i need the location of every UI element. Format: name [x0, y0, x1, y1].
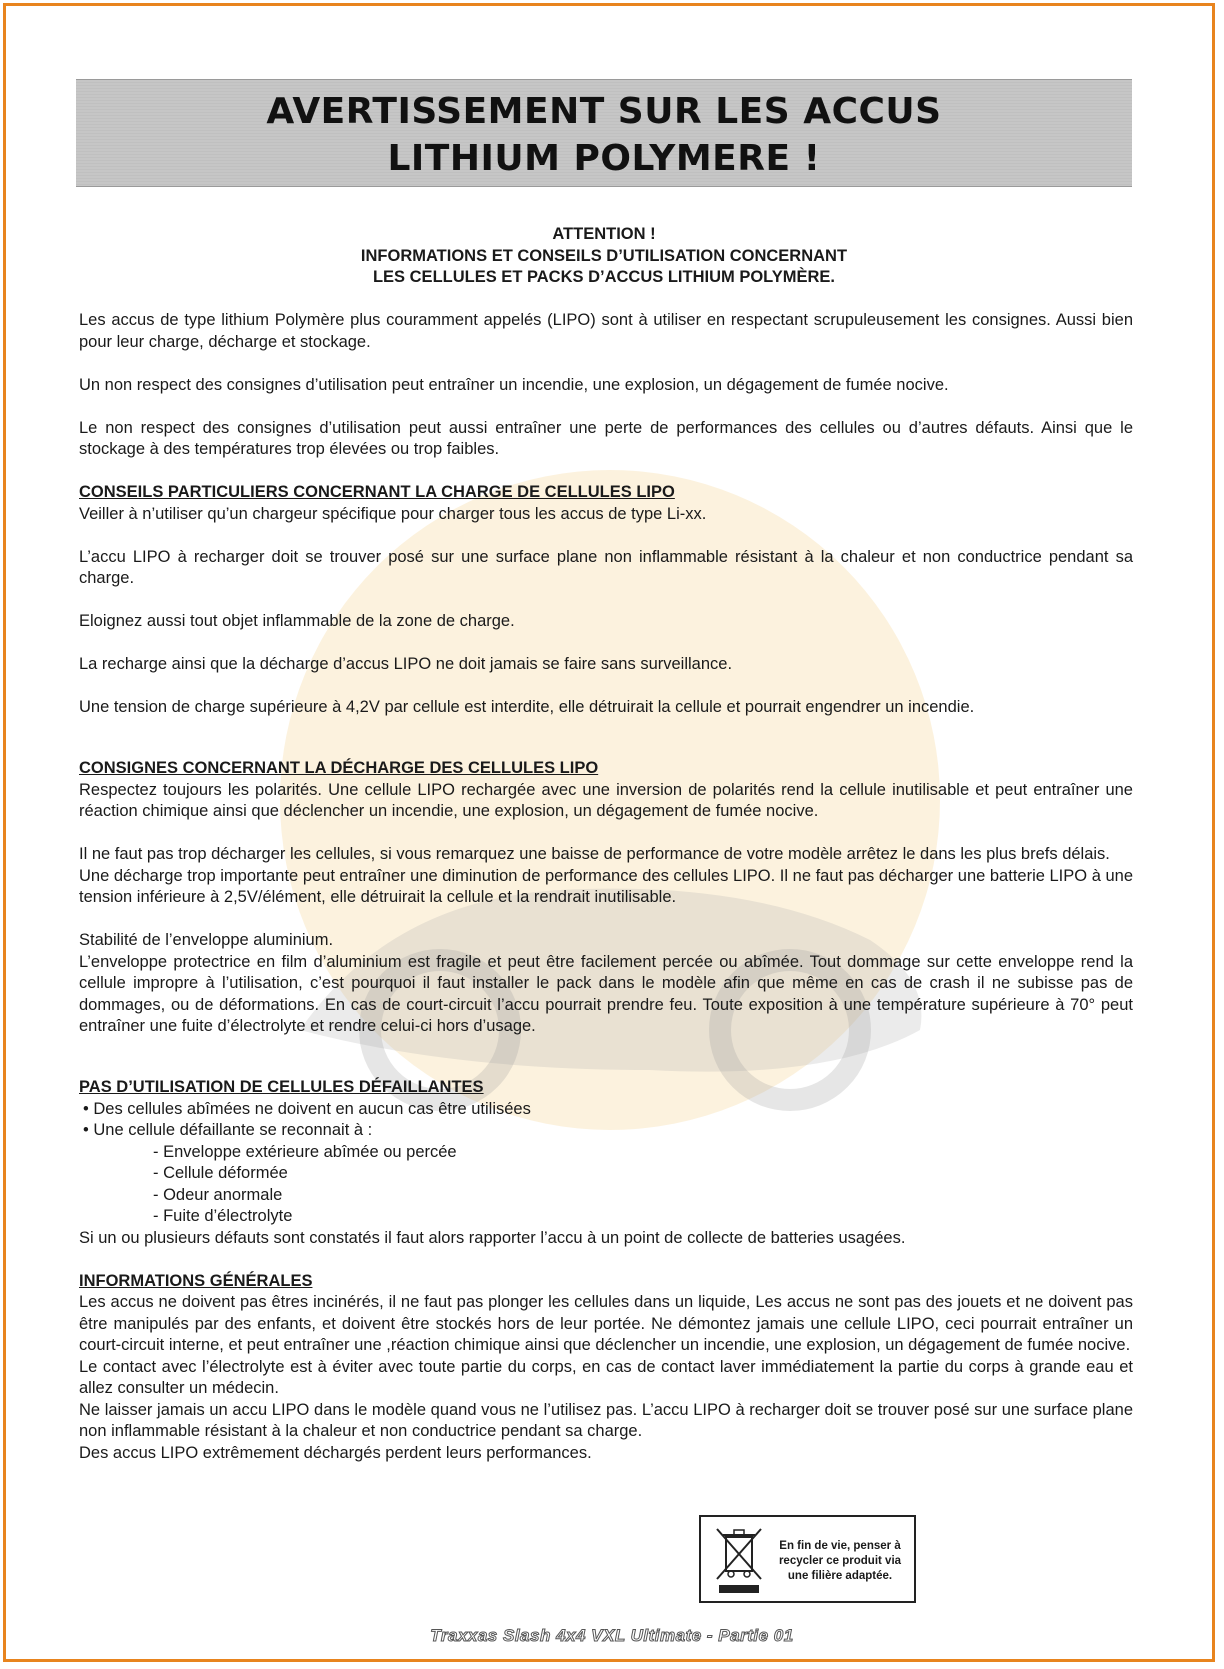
recycling-text: [765, 1539, 915, 1584]
title-line-2: LITHIUM POLYMERE !: [387, 138, 821, 179]
discharge-paragraph-2: Il ne faut pas trop décharger les cellules, si vous remarquez une baisse de performance de votre modèle arrêtez le dans les plus brefs délais.: [79, 845, 1110, 863]
intro-paragraph-3: Le non respect des consignes d’utilisation peut aussi entraîner une perte de performances des cellules ou d’autres défauts. Ainsi que le stockage à des températures trop élevées ou trop faibles.: [79, 418, 1133, 458]
discharge-paragraph-4: Stabilité de l’enveloppe aluminium.: [79, 931, 334, 949]
section-heading-faulty: PAS D’UTILISATION DE CELLULES DÉFAILLANTES: [79, 1078, 484, 1096]
title-banner: [76, 79, 1132, 187]
discharge-paragraph-3: Une décharge trop importante peut entraîner une diminution de performance des cellules LIPO. Il ne faut pas décharger une batterie LIPO à une tension inférieure à 2,5V/élément, elle détruirait la cellule et la rendrait inutilisable.: [79, 866, 1133, 906]
general-paragraph-2: Le contact avec l’électrolyte est à éviter avec toute partie du corps, en cas de contact laver immédiatement la partie du corps à grande eau et allez consulter un médecin.: [79, 1357, 1133, 1397]
document-body: [79, 310, 1133, 1464]
faulty-bullet-1: • Des cellules abîmées ne doivent en aucun cas être utilisées: [83, 1099, 531, 1118]
discharge-paragraph-5: L’enveloppe protectrice en film d’aluminium est fragile et peut être facilement percée ou abîmée. Tout dommage sur cette enveloppe rend la cellule impropre à l’utilisation, c’est pourquoi il faut installer le pack dans le modèle afin que même en cas de crash il ne subisse pas de dommages, ou de déformations. En cas de court-circuit l’accu pourrait prendre feu. Toute exposition à une température supérieure à 70° peut entraîner une fuite d’électrolyte et rendre celui-ci hors d’usage.: [79, 952, 1133, 1035]
attention-line-2: INFORMATIONS ET CONSEILS D’UTILISATION CONCERNANT: [360, 246, 848, 265]
title-line-1: AVERTISSEMENT SUR LES ACCUS: [266, 91, 942, 132]
faulty-bullet-2: • Une cellule défaillante se reconnait à :: [83, 1121, 373, 1139]
attention-line-1: ATTENTION !: [552, 225, 656, 243]
recycling-line-1: En fin de vie, penser à: [779, 1540, 901, 1552]
section-heading-general: INFORMATIONS GÉNÉRALES: [79, 1271, 313, 1290]
attention-line-3: LES CELLULES ET PACKS D’ACCUS LITHIUM POLYMÈRE.: [372, 268, 836, 286]
charge-paragraph-5: Une tension de charge supérieure à 4,2V par cellule est interdite, elle détruirait la cellule et pourrait engendrer un incendie.: [79, 698, 975, 716]
crossed-bin-icon: [709, 1523, 769, 1599]
charge-paragraph-4: La recharge ainsi que la décharge d’accus LIPO ne doit jamais se faire sans surveillance.: [79, 655, 733, 673]
recycling-notice: [699, 1515, 916, 1603]
general-paragraph-3: Ne laisser jamais un accu LIPO dans le modèle quand vous ne l’utilisez pas. L’accu LIPO à recharger doit se trouver posé sur une surface plane non inflammable résistant à la chaleur et non conductrice pendant sa charge.: [79, 1400, 1133, 1440]
faulty-sub-item-3: - Odeur anormale: [153, 1185, 283, 1204]
discharge-paragraph-1: Respectez toujours les polarités. Une cellule LIPO rechargée avec une inversion de polarités rend la cellule inutilisable et peut entraîner une réaction chimique ainsi que déclencher un incendie, une explosion, un dégagement de fumée nocive.: [79, 780, 1133, 820]
section-heading-charge: CONSEILS PARTICULIERS CONCERNANT LA CHARGE DE CELLULES LIPO: [79, 483, 675, 501]
charge-paragraph-3: Eloignez aussi tout objet inflammable de la zone de charge.: [79, 612, 515, 630]
section-heading-discharge: CONSIGNES CONCERNANT LA DÉCHARGE DES CELLULES LIPO: [79, 759, 599, 777]
faulty-bullet-list: [79, 1099, 1133, 1142]
faulty-sub-item-4: - Fuite d’électrolyte: [153, 1207, 293, 1225]
page-footer: Traxxas Slash 4x4 VXL Ultimate - Partie 01: [430, 1626, 794, 1645]
charge-paragraph-2: L’accu LIPO à recharger doit se trouver posé sur une surface plane non inflammable résistant à la chaleur et non conductrice pendant sa charge.: [79, 547, 1133, 587]
recycling-line-2: recycler ce produit via: [778, 1555, 902, 1567]
intro-paragraph-1: Les accus de type lithium Polymère plus couramment appelés (LIPO) sont à utiliser en respectant scrupuleusement les consignes. Aussi bien pour leur charge, décharge et stockage.: [79, 311, 1133, 351]
general-paragraph-4: Des accus LIPO extrêmement déchargés perdent leurs performances.: [79, 1443, 592, 1462]
faulty-sub-list: [79, 1142, 1133, 1228]
charge-paragraph-1: Veiller à n’utiliser qu’un chargeur spécifique pour charger tous les accus de type Li-xx.: [79, 504, 707, 523]
intro-paragraph-2: Un non respect des consignes d’utilisation peut entraîner un incendie, une explosion, un dégagement de fumée nocive.: [79, 375, 949, 394]
general-paragraph-1: Les accus ne doivent pas êtres incinérés, il ne faut pas plonger les cellules dans un liquide, Les accus ne sont pas des jouets et ne doivent pas être manipulés par des enfants, et doivent être stockés hors de leur portée. Ne démontez jamais une cellule LIPO, ceci pourrait entraîner un court-circuit interne, et peut entraîner une ,réaction chimique ainsi que déclencher un incendie, une explosion, un dégagement de fumée nocive.: [79, 1293, 1133, 1354]
faulty-paragraph: Si un ou plusieurs défauts sont constatés il faut alors rapporter l’accu à un point de collecte de batteries usagées.: [79, 1228, 906, 1247]
faulty-sub-item-2: - Cellule déformée: [153, 1164, 288, 1182]
recycling-line-3: une filière adaptée.: [787, 1570, 893, 1582]
attention-heading: [76, 224, 1132, 289]
faulty-sub-item-1: - Enveloppe extérieure abîmée ou percée: [153, 1142, 457, 1161]
